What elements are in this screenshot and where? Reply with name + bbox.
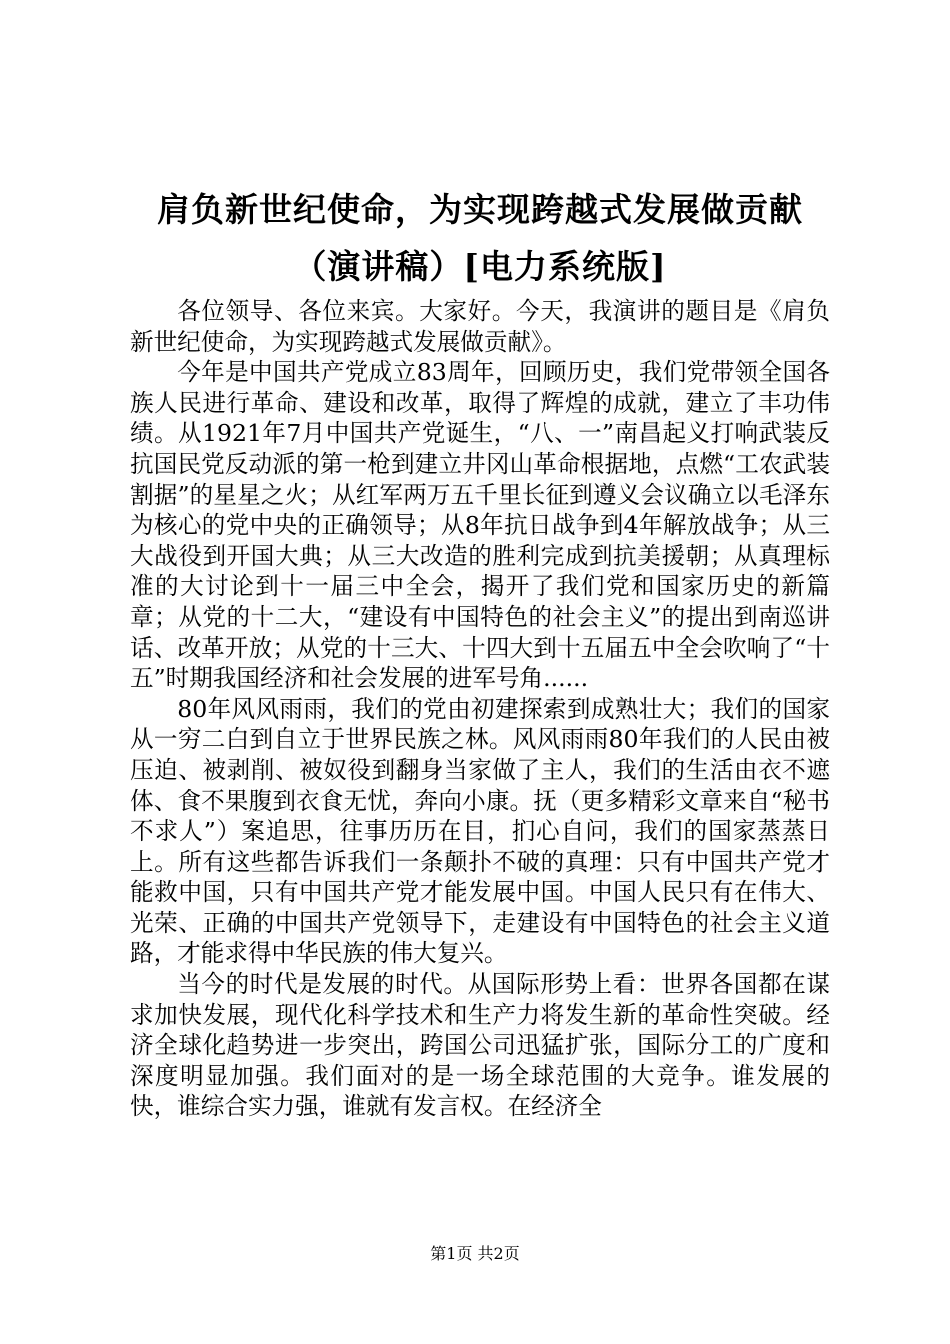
paragraph-eighty-years: 80年风风雨雨，我们的党由初建探索到成熟壮大；我们的国家从一穷二白到自立于世界民族之林。风风雨雨80年我们的人民由被压迫、被剥削、被奴役到翻身当家做了主人，我们的生活由衣不遮体、食不果腹到衣食无忧，奔向小康。抚（更多精彩文章来自“秘书不求人”）案追思，往事历历在目，扪心自问，我们的国家蒸蒸日上。所有这些都告诉我们一条颠扑不破的真理：只有中国共产党才能救中国，只有中国共产党才能发展中国。中国人民只有在伟大、光荣、正确的中国共产党领导下，走建设有中国特色的社会主义道路，才能求得中华民族的伟大复兴。 (130, 694, 830, 968)
document-title-line-1: 肩负新世纪使命，为实现跨越式发展做贡献 (157, 190, 803, 229)
paragraph-history: 今年是中国共产党成立83周年，回顾历史，我们党带领全国各族人民进行革命、建设和改革，取得了辉煌的成就，建立了丰功伟绩。从1921年7月中国共产党诞生，“八、一”南昌起义打响武装反抗国民党反动派的第一枪到建立井冈山革命根据地，点燃“工农武装割据”的星星之火；从红军两万五千里长征到遵义会议确立以毛泽东为核心的党中央的正确领导；从8年抗日战争到4年解放战争；从三大战役到开国大典；从三大改造的胜利完成到抗美援朝；从真理标准的大讨论到十一届三中全会，揭开了我们党和国家历史的新篇章；从党的十二大，“建设有中国特色的社会主义”的提出到南巡讲话、改革开放；从党的十三大、十四大到十五届五中全会吹响了“十五”时期我国经济和社会发展的进军号角...... (130, 358, 830, 693)
paragraph-era-of-development: 当今的时代是发展的时代。从国际形势上看：世界各国都在谋求加快发展，现代化科学技术和生产力将发生新的革命性突破。经济全球化趋势进一步突出，跨国公司迅猛扩张，国际分工的广度和深度明显加强。我们面对的是一场全球范围的大竞争。谁发展的快，谁综合实力强，谁就有发言权。在经济全 (130, 970, 830, 1121)
document-body (130, 296, 830, 1122)
page-footer: 第1页 共2页 (430, 1244, 520, 1263)
document-title-line-2: （演讲稿）[电力系统版] (293, 247, 667, 286)
paragraph-greeting: 各位领导、各位来宾。大家好。今天，我演讲的题目是《肩负新世纪使命，为实现跨越式发展做贡献》。 (130, 297, 830, 356)
